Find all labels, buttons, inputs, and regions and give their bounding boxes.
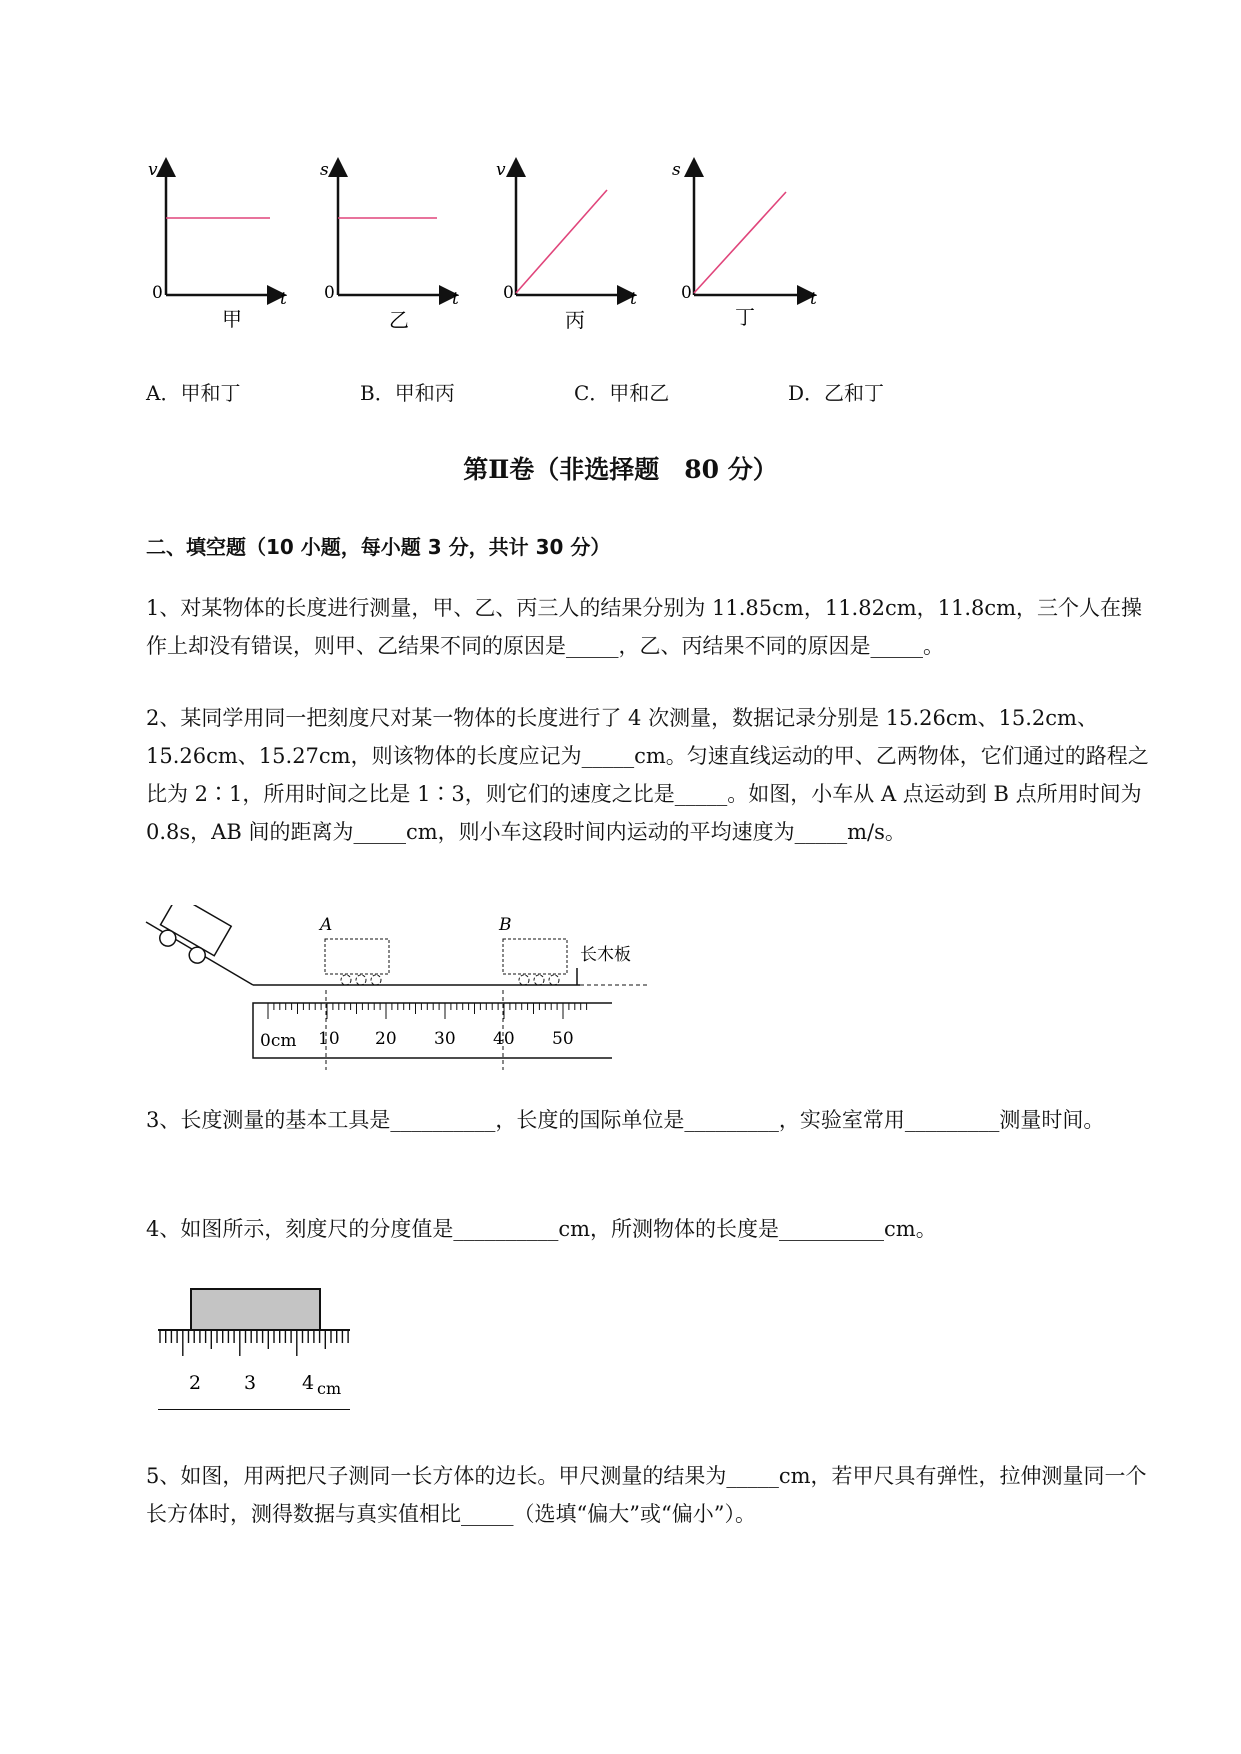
option-a[interactable]: A．甲和丁 bbox=[146, 381, 241, 405]
y-axis-label: v bbox=[148, 160, 158, 180]
graph-jia bbox=[148, 160, 287, 331]
cart-icon bbox=[153, 905, 232, 970]
graph-name: 甲 bbox=[222, 307, 242, 331]
point-b-label: B bbox=[499, 915, 512, 935]
y-axis-label: v bbox=[496, 160, 506, 180]
point-a-label: A bbox=[320, 915, 333, 935]
origin-label: 0 bbox=[681, 283, 692, 303]
part-title: 二、填空题（10 小题，每小题 3 分，共计 30 分） bbox=[146, 535, 611, 559]
graph-name: 丁 bbox=[735, 305, 755, 329]
board-label: 长木板 bbox=[580, 945, 631, 965]
question-3: 3、长度测量的基本工具是__________，长度的国际单位是_________，实验室常用_________测量时间。 bbox=[146, 1108, 1105, 1132]
cart-position-b bbox=[503, 939, 567, 985]
block-ruler-figure bbox=[150, 1280, 370, 1410]
graph-ding bbox=[672, 160, 817, 329]
graph-yi bbox=[320, 160, 459, 332]
origin-label: 0 bbox=[152, 283, 163, 303]
y-axis-label: s bbox=[320, 160, 329, 180]
graph-line bbox=[516, 190, 607, 293]
ruler-label: 4 bbox=[302, 1372, 315, 1394]
y-axis-label: s bbox=[672, 160, 681, 180]
ruler-label: 50 bbox=[552, 1029, 574, 1049]
question-1: 1、对某物体的长度进行测量，甲、乙、丙三人的结果分别为 11.85cm，11.82cm，11.8cm，三个人在操作上却没有错误，则甲、乙结果不同的原因是_____，乙、丙结果不同的原因是_____。 bbox=[146, 596, 1143, 658]
measured-block bbox=[191, 1289, 320, 1330]
question-5: 5、如图，用两把尺子测同一长方体的边长。甲尺测量的结果为_____cm，若甲尺具有弹性，拉伸测量同一个长方体时，测得数据与真实值相比_____（选填“偏大”或“偏小”）。 bbox=[146, 1464, 1147, 1526]
x-axis-label: t bbox=[280, 289, 287, 309]
ruler-unit: cm bbox=[317, 1379, 342, 1398]
origin-label: 0 bbox=[324, 283, 335, 303]
graph-name: 丙 bbox=[565, 308, 585, 332]
motion-graphs bbox=[0, 140, 900, 340]
cart-position-a bbox=[325, 939, 389, 985]
option-b[interactable]: B．甲和丙 bbox=[360, 381, 455, 405]
ruler-label: 10 bbox=[318, 1029, 340, 1049]
ruler-label: 3 bbox=[244, 1372, 257, 1394]
origin-label: 0 bbox=[503, 283, 514, 303]
ruler-label: 30 bbox=[434, 1029, 456, 1049]
ruler-label: 20 bbox=[375, 1029, 397, 1049]
question-2: 2、某同学用同一把刻度尺对某一物体的长度进行了 4 次测量，数据记录分别是 15.26cm、15.2cm、15.26cm、15.27cm，则该物体的长度应记为_____cm。匀速直线运动的甲、乙两物体，它们通过的路程之比为 2∶1，所用时间之比是 1∶3，则它们的速度之比是_____。如图，小车从 A 点运动到 B 点所用时间为 0.8s，AB 间的距离为_____cm，则小车这段时间内运动的平均速度为_____m/s。 bbox=[146, 706, 1149, 844]
x-axis-label: t bbox=[452, 289, 459, 309]
incline-ruler-figure bbox=[140, 905, 660, 1075]
section-title: 第Ⅱ卷（非选择题 80 分） bbox=[463, 455, 778, 484]
question-4: 4、如图所示，刻度尺的分度值是__________cm，所测物体的长度是__________cm。 bbox=[146, 1217, 937, 1241]
ruler-label: 0cm bbox=[260, 1031, 297, 1051]
graph-name: 乙 bbox=[389, 308, 409, 332]
graph-bing bbox=[496, 160, 637, 332]
graph-line bbox=[694, 192, 786, 293]
option-d[interactable]: D．乙和丁 bbox=[788, 381, 885, 405]
ruler-label: 2 bbox=[189, 1372, 202, 1394]
x-axis-label: t bbox=[630, 289, 637, 309]
option-c[interactable]: C．甲和乙 bbox=[574, 381, 670, 405]
x-axis-label: t bbox=[810, 289, 817, 309]
ruler-label: 40 bbox=[493, 1029, 515, 1049]
